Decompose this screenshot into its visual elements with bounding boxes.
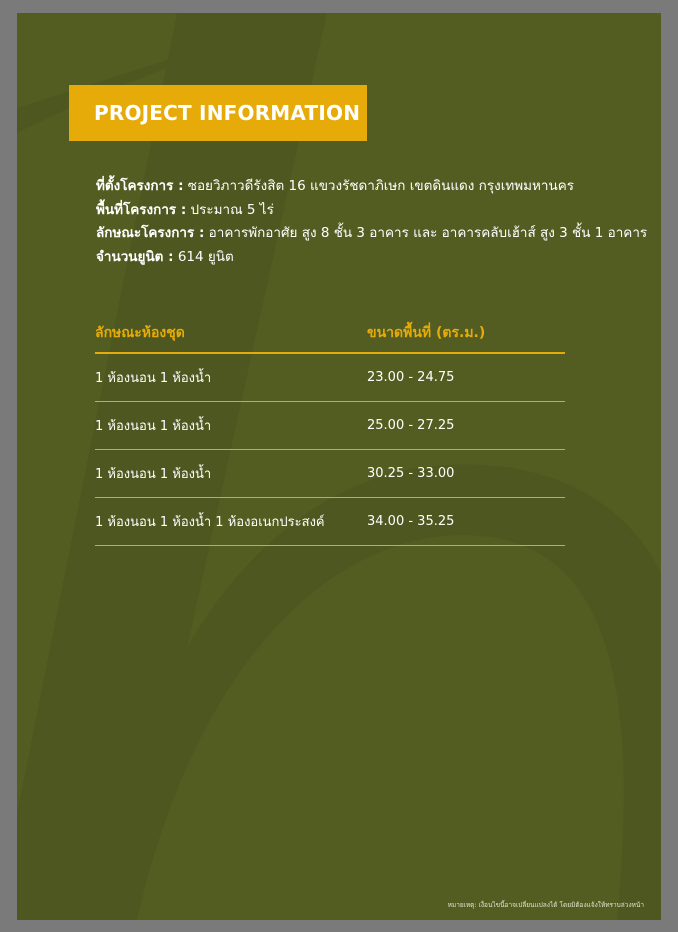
info-label: ลักษณะโครงการ :: [96, 225, 205, 241]
info-label: พื้นที่โครงการ :: [96, 201, 187, 218]
info-units: [96, 246, 636, 270]
footnote: หมายเหตุ: เงื่อนไขนี้อาจเปลี่ยนแปลงได้ โดยมิต้องแจ้งให้ทราบล่วงหน้า: [447, 901, 644, 909]
info-value: ประมาณ 5 ไร่: [186, 201, 274, 218]
cell-unit-type: 1 ห้องนอน 1 ห้องน้ำ 1 ห้องอเนกประสงค์: [95, 515, 325, 530]
info-type: [96, 222, 648, 246]
info-value: ซอยวิภาวดีรังสิต 16 แขวงรัชดาภิเษก เขตดินแดง กรุงเทพมหานคร: [183, 178, 575, 194]
table-row: [95, 498, 565, 546]
cell-area-size: 23.00 - 24.75: [367, 370, 455, 385]
header-unit-type: ลักษณะห้องชุด: [95, 325, 185, 341]
info-location: [96, 175, 636, 199]
table-row: [95, 354, 565, 402]
cell-unit-type: 1 ห้องนอน 1 ห้องน้ำ: [95, 371, 212, 386]
cell-unit-type: 1 ห้องนอน 1 ห้องน้ำ: [95, 419, 212, 434]
table-row: [95, 402, 565, 450]
cell-area-size: 25.00 - 27.25: [367, 418, 455, 433]
cell-area-size: 30.25 - 33.00: [367, 466, 455, 481]
info-area: [96, 199, 636, 223]
info-value: อาคารพักอาศัย สูง 8 ชั้น 3 อาคาร และ อาคารคลับเฮ้าส์ สูง 3 ชั้น 1 อาคาร: [204, 225, 648, 241]
project-info-page: [17, 13, 661, 920]
cell-area-size: 34.00 - 35.25: [367, 514, 455, 529]
project-info-list: [96, 175, 648, 269]
table-row: [95, 450, 565, 498]
section-title-box: [69, 85, 367, 141]
info-label: จำนวนยูนิต :: [96, 248, 174, 265]
cell-unit-type: 1 ห้องนอน 1 ห้องน้ำ: [95, 467, 212, 482]
section-title: PROJECT INFORMATION: [94, 101, 361, 125]
info-value: 614 ยูนิต: [173, 248, 234, 265]
header-area-size: ขนาดพื้นที่ (ตร.ม.): [367, 325, 486, 341]
table-header: [95, 314, 565, 354]
info-label: ที่ตั้งโครงการ :: [96, 178, 184, 194]
unit-type-table: [95, 314, 565, 546]
